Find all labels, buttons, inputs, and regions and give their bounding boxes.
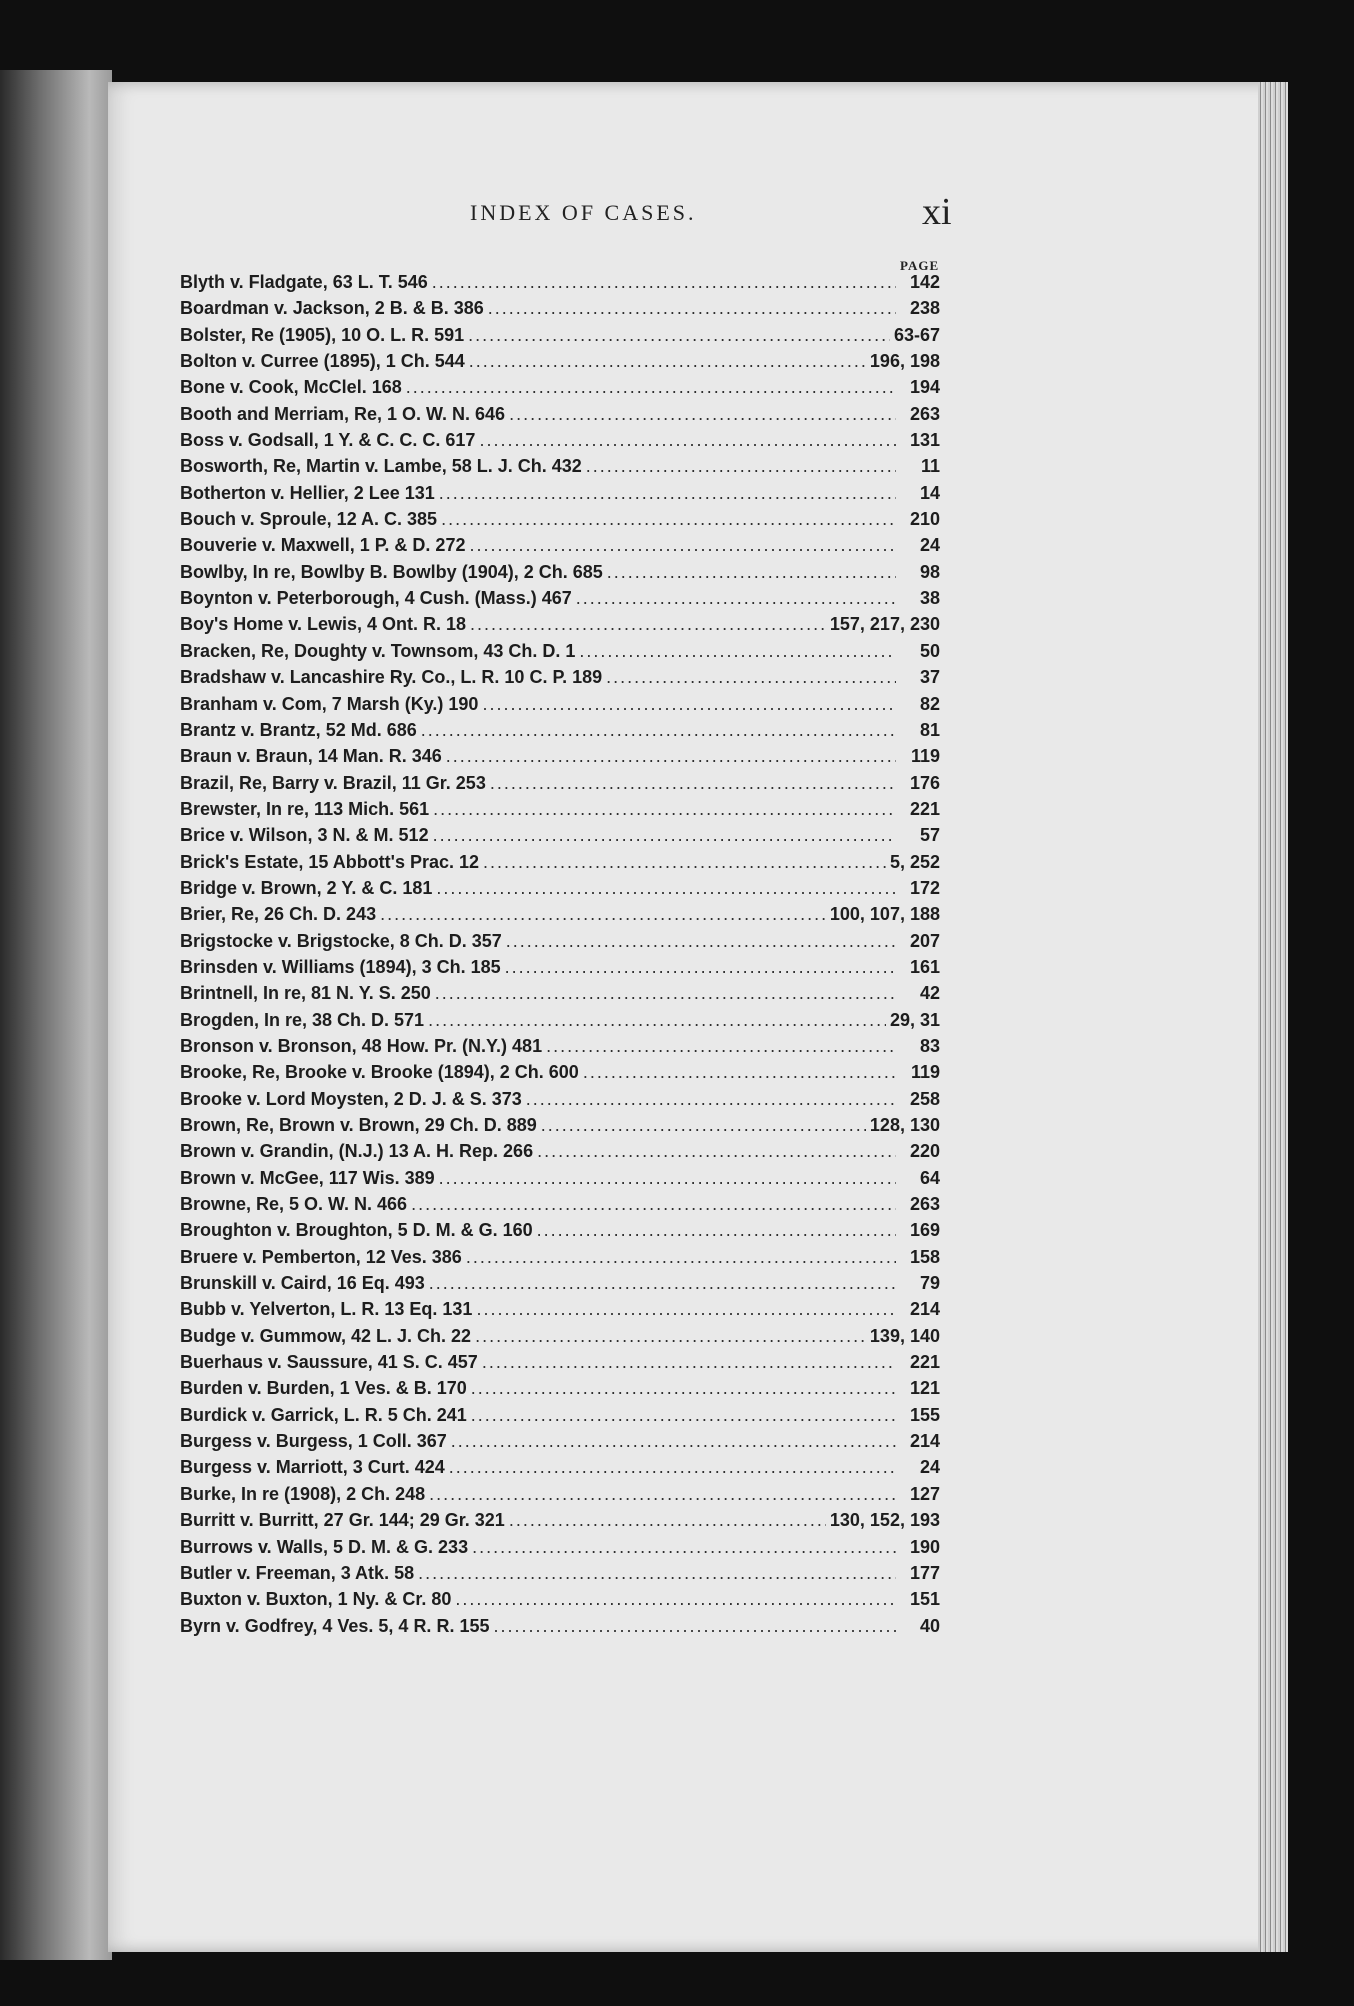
page-reference: 221 [909,1352,940,1373]
index-entry [180,298,940,324]
case-citation: Brooke, Re, Brooke v. Brooke (1894), 2 Ch. 600 [180,1062,579,1083]
page-reference: 161 [909,956,940,977]
page-reference: 158 [909,1246,940,1267]
index-entry [180,1510,940,1536]
dot-leader [482,694,896,715]
dot-leader [483,852,886,873]
case-citation: Brick's Estate, 15 Abbott's Prac. 12 [180,851,480,872]
case-citation: Bouverie v. Maxwell, 1 P. & D. 272 [180,535,466,556]
dot-leader [471,1378,896,1399]
dot-leader [606,667,896,688]
dot-leader [509,1510,826,1531]
index-entry [180,1537,940,1563]
index-entry [180,746,940,772]
case-citation: Bubb v. Yelverton, L. R. 13 Eq. 131 [180,1299,473,1320]
index-entry [180,588,940,614]
index-entry [180,377,940,403]
page-reference: 196, 198 [869,351,940,372]
page-reference: 64 [919,1167,940,1188]
dot-leader [482,1352,896,1373]
page-reference: 238 [909,298,940,319]
page-reference: 139, 140 [869,1325,940,1346]
index-entry [180,351,940,377]
dot-leader [607,562,896,583]
index-entry [180,1352,940,1378]
page-reference: 177 [909,1562,940,1583]
index-entry [180,404,940,430]
dot-leader [436,878,896,899]
page-reference: 194 [909,377,940,398]
dot-leader [466,1247,896,1268]
dot-leader [488,298,896,319]
case-citation: Brintnell, In re, 81 N. Y. S. 250 [180,983,431,1004]
page-reference: 221 [909,798,940,819]
dot-leader [406,377,896,398]
dot-leader [586,456,896,477]
page-reference: 42 [919,983,940,1004]
page-reference: 176 [909,772,940,793]
dot-leader [449,1457,896,1478]
page-reference: 121 [909,1378,940,1399]
dot-leader [446,746,896,767]
dot-leader [455,1589,896,1610]
dot-leader [479,430,896,451]
case-citation: Bolton v. Curree (1895), 1 Ch. 544 [180,351,465,372]
page-reference: 37 [919,667,940,688]
case-citation: Burdick v. Garrick, L. R. 5 Ch. 241 [180,1404,467,1425]
page-reference: 79 [919,1273,940,1294]
dot-leader [506,931,896,952]
page-reference: 151 [909,1589,940,1610]
case-citation: Brogden, In re, 38 Ch. D. 571 [180,1009,425,1030]
case-citation: Bracken, Re, Doughty v. Townsom, 43 Ch. D. 1 [180,640,576,661]
case-citation: Burritt v. Burritt, 27 Gr. 144; 29 Gr. 321 [180,1510,505,1531]
dot-leader [537,1141,896,1162]
index-entry [180,1563,940,1589]
index-entry [180,1457,940,1483]
dot-leader [418,1563,896,1584]
index-entry [180,694,940,720]
dot-leader [472,1537,896,1558]
case-citation: Burgess v. Marriott, 3 Curt. 424 [180,1457,445,1478]
case-citation: Bouch v. Sproule, 12 A. C. 385 [180,509,438,530]
case-citation: Bowlby, In re, Bowlby B. Bowlby (1904), 2 Ch. 685 [180,561,603,582]
index-entry [180,720,940,746]
page-reference: 57 [919,825,940,846]
dot-leader [576,588,896,609]
dot-leader [475,1326,866,1347]
index-entry [180,799,940,825]
dot-leader [439,1168,896,1189]
page-reference: 127 [909,1483,940,1504]
dot-leader [493,1616,896,1637]
case-citation: Broughton v. Broughton, 5 D. M. & G. 160 [180,1220,533,1241]
case-citation: Boardman v. Jackson, 2 B. & B. 386 [180,298,484,319]
index-entry [180,430,940,456]
index-entry [180,1484,940,1510]
index-entry [180,1405,940,1431]
page-header-title: INDEX OF CASES. [470,200,697,225]
dot-leader [433,799,896,820]
page-reference: 214 [909,1299,940,1320]
page-number: xi [922,191,952,233]
dot-leader [435,983,896,1004]
page-reference: 263 [909,403,940,424]
index-entry [180,1089,940,1115]
case-citation: Burgess v. Burgess, 1 Coll. 367 [180,1431,447,1452]
case-citation: Botherton v. Hellier, 2 Lee 131 [180,482,435,503]
case-citation: Bradshaw v. Lancashire Ry. Co., L. R. 10 C. P. 189 [180,667,603,688]
index-entry [180,509,940,535]
page-reference: 263 [909,1194,940,1215]
case-citation: Burke, In re (1908), 2 Ch. 248 [180,1483,426,1504]
page-stack-edge [1258,82,1288,1952]
index-entry [180,1299,940,1325]
page-reference: 24 [919,535,940,556]
dot-leader [468,325,890,346]
page-reference: 81 [919,719,940,740]
case-citation: Booth and Merriam, Re, 1 O. W. N. 646 [180,403,506,424]
case-citation: Budge v. Gummow, 42 L. J. Ch. 22 [180,1325,472,1346]
page-reference: 258 [909,1088,940,1109]
dot-leader [469,535,896,556]
page-reference: 130, 152, 193 [829,1510,940,1531]
case-citation: Braun v. Braun, 14 Man. R. 346 [180,746,442,767]
dot-leader [441,509,896,530]
page-column-label: PAGE [900,258,940,273]
index-entry [180,773,940,799]
page-reference: 169 [909,1220,940,1241]
case-citation: Bolster, Re (1905), 10 O. L. R. 591 [180,324,465,345]
page-reference: 207 [909,930,940,951]
page-reference: 190 [909,1536,940,1557]
case-citation: Browne, Re, 5 O. W. N. 466 [180,1194,408,1215]
left-page-edge [0,70,112,1960]
page-reference: 98 [919,561,940,582]
case-citation: Buerhaus v. Saussure, 41 S. C. 457 [180,1352,478,1373]
index-entry [180,272,940,298]
dot-leader [505,957,896,978]
index-entry [180,983,940,1009]
index-entry [180,931,940,957]
index-entry [180,1273,940,1299]
case-citation: Bronson v. Bronson, 48 How. Pr. (N.Y.) 481 [180,1035,543,1056]
page-reference: 119 [910,746,940,767]
page-reference: 11 [920,456,940,477]
index-entry [180,1115,940,1141]
dot-leader [526,1089,896,1110]
case-index-list [180,272,940,1642]
index-entry [180,456,940,482]
index-entry [180,1589,940,1615]
case-citation: Blyth v. Fladgate, 63 L. T. 546 [180,272,428,292]
case-citation: Brunskill v. Caird, 16 Eq. 493 [180,1273,425,1294]
page-reference: 157, 217, 230 [829,614,940,635]
case-citation: Byrn v. Godfrey, 4 Ves. 5, 4 R. R. 155 [180,1615,490,1636]
case-citation: Brinsden v. Williams (1894), 3 Ch. 185 [180,956,501,977]
page-reference: 40 [919,1615,940,1636]
index-entry [180,1036,940,1062]
index-entry [180,562,940,588]
dot-leader [411,1194,896,1215]
dot-leader [429,1273,896,1294]
case-citation: Brantz v. Brantz, 52 Md. 686 [180,719,417,740]
case-citation: Boy's Home v. Lewis, 4 Ont. R. 18 [180,614,467,635]
page-reference: 210 [909,509,940,530]
case-citation: Brooke v. Lord Moysten, 2 D. J. & S. 373 [180,1088,522,1109]
page-reference: 14 [919,482,940,503]
case-citation: Brice v. Wilson, 3 N. & M. 512 [180,825,429,846]
page-reference: 50 [919,640,940,661]
case-citation: Bosworth, Re, Martin v. Lambe, 58 L. J. Ch. 432 [180,456,582,477]
dot-leader [421,720,896,741]
index-entry [180,852,940,878]
dot-leader [476,1299,896,1320]
case-citation: Brown v. McGee, 117 Wis. 389 [180,1167,435,1188]
page-reference: 131 [909,430,940,451]
page-reference: 119 [910,1062,940,1083]
index-entry [180,1062,940,1088]
dot-leader [429,1484,896,1505]
case-citation: Buxton v. Buxton, 1 Ny. & Cr. 80 [180,1589,452,1610]
index-entry [180,1141,940,1167]
dot-leader [451,1431,896,1452]
index-entry [180,1220,940,1246]
page-reference: 155 [909,1404,940,1425]
page-reference: 214 [909,1431,940,1452]
case-citation: Brier, Re, 26 Ch. D. 243 [180,904,377,925]
case-citation: Burrows v. Walls, 5 D. M. & G. 233 [180,1536,469,1557]
index-entry [180,641,940,667]
case-citation: Burden v. Burden, 1 Ves. & B. 170 [180,1378,467,1399]
page-reference: 128, 130 [869,1115,940,1135]
case-citation: Butler v. Freeman, 3 Atk. 58 [180,1562,415,1583]
page-reference: 142 [909,272,940,292]
index-entry [180,325,940,351]
case-citation: Boss v. Godsall, 1 Y. & C. C. C. 617 [180,430,476,451]
index-entry [180,904,940,930]
dot-leader [432,272,896,293]
case-citation: Brown, Re, Brown v. Brown, 29 Ch. D. 889 [180,1115,537,1135]
index-entry [180,1194,940,1220]
dot-leader [541,1115,866,1136]
index-entry [180,1010,940,1036]
dot-leader [470,614,826,635]
case-citation: Bridge v. Brown, 2 Y. & C. 181 [180,877,433,898]
index-entry [180,1326,940,1352]
dot-leader [509,404,896,425]
dot-leader [439,483,896,504]
index-entry [180,1168,940,1194]
case-citation: Branham v. Com, 7 Marsh (Ky.) 190 [180,693,479,714]
dot-leader [583,1062,896,1083]
index-entry [180,825,940,851]
dot-leader [537,1220,896,1241]
dot-leader [380,904,826,925]
page-reference: 220 [909,1141,940,1162]
page-reference: 63-67 [893,324,940,345]
dot-leader [433,825,896,846]
case-citation: Boynton v. Peterborough, 4 Cush. (Mass.) 467 [180,588,572,609]
index-entry [180,878,940,904]
page-reference: 172 [909,877,940,898]
case-citation: Brown v. Grandin, (N.J.) 13 A. H. Rep. 266 [180,1141,534,1162]
case-citation: Brigstocke v. Brigstocke, 8 Ch. D. 357 [180,930,502,951]
page-reference: 82 [919,693,940,714]
index-entry [180,1247,940,1273]
dot-leader [469,351,866,372]
dot-leader [546,1036,896,1057]
page-reference: 83 [919,1035,940,1056]
page-reference: 38 [919,588,940,609]
index-entry [180,667,940,693]
page-reference: 100, 107, 188 [829,904,940,925]
page-reference: 5, 252 [889,851,940,872]
index-entry [180,614,940,640]
case-citation: Bruere v. Pemberton, 12 Ves. 386 [180,1246,462,1267]
page-reference: 24 [919,1457,940,1478]
index-entry [180,535,940,561]
index-entry [180,957,940,983]
index-entry [180,1431,940,1457]
index-entry [180,1378,940,1404]
index-entry [180,483,940,509]
case-citation: Brazil, Re, Barry v. Brazil, 11 Gr. 253 [180,772,486,793]
index-entry [180,1616,940,1642]
dot-leader [428,1010,886,1031]
dot-leader [579,641,896,662]
dot-leader [490,773,896,794]
page-reference: 29, 31 [889,1009,940,1030]
dot-leader [471,1405,896,1426]
case-citation: Bone v. Cook, McClel. 168 [180,377,402,398]
case-citation: Brewster, In re, 113 Mich. 561 [180,798,430,819]
